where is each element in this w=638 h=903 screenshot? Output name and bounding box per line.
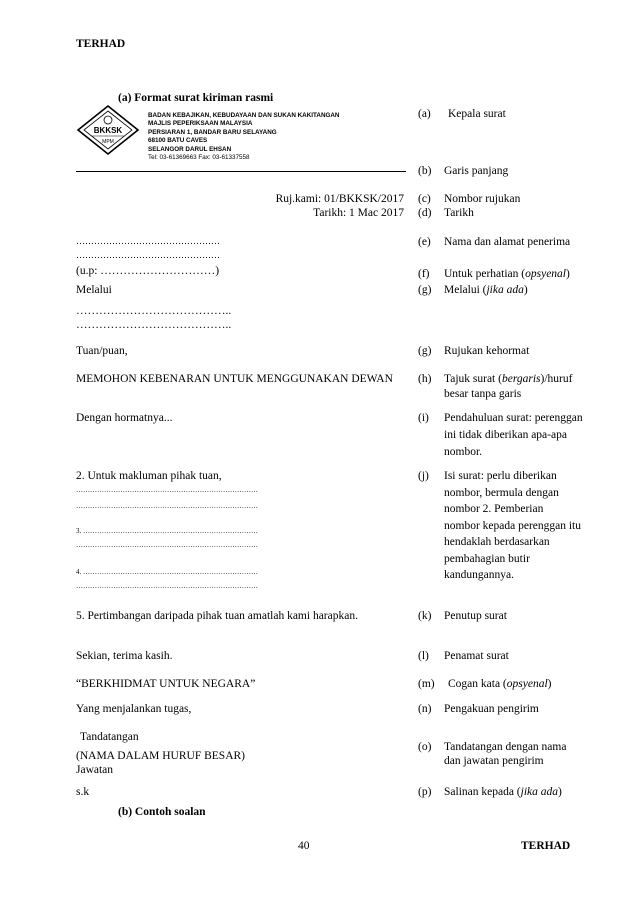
letterhead-line: 68100 BATU CAVES [148, 137, 208, 145]
letterhead-line: MAJLIS PEPERIKSAAN MALAYSIA [148, 120, 253, 128]
attention-line: (u.p: …………………………) [76, 265, 220, 277]
paragraph-3: 3. ………………………………………………………………… [76, 527, 258, 535]
footer-classification: TERHAD [521, 840, 571, 852]
paragraph-dots: …………………………………………………………………… [76, 486, 258, 494]
paragraph-5: 5. Pertimbangan daripada pihak tuan amatlah kami harapkan. [76, 610, 358, 622]
opening-line: Dengan hormatnya... [76, 412, 173, 424]
via-line: ………………………………….. [76, 305, 232, 317]
paragraph-dots: …………………………………………………………………… [76, 502, 258, 510]
closing-line: Sekian, terima kasih. [76, 650, 173, 662]
paragraph-dots: …………………………………………………………………… [76, 541, 258, 549]
via-line: ………………………………….. [76, 319, 232, 331]
letterhead-line: SELANGOR DARUL EHSAN [148, 145, 232, 153]
bkksk-logo [76, 104, 140, 156]
letterhead-rule [76, 171, 406, 172]
paragraph-2: 2. Untuk makluman pihak tuan, [76, 470, 222, 482]
signature-label: Tandatangan [80, 731, 139, 743]
recipient-address-line: ………………………………………… [76, 236, 220, 246]
via-label: Melalui [76, 284, 112, 296]
section-a-title: (a) Format surat kiriman rasmi [118, 92, 274, 104]
header-classification: TERHAD [76, 38, 126, 50]
logo-text-bottom: MPM [102, 139, 114, 145]
sender-name: (NAMA DALAM HURUF BESAR) [76, 750, 246, 762]
sender-position: Jawatan [76, 764, 114, 776]
paragraph-dots: …………………………………………………………………… [76, 582, 258, 590]
letterhead-line: PERSIARAN 1, BANDAR BARU SELAYANG [148, 128, 277, 136]
letterhead-line: BADAN KEBAJIKAN, KEBUDAYAAN DAN SUKAN KAKITANGAN [148, 112, 340, 119]
letter-subject: MEMOHON KEBENARAN UNTUK MENGGUNAKAN DEWAN [76, 373, 393, 385]
paragraph-4: 4. ………………………………………………………………… [76, 568, 258, 576]
recipient-address-line: ………………………………………… [76, 250, 220, 260]
reference-date: Tarikh: 1 Mac 2017 [313, 207, 404, 219]
letterhead-block [148, 112, 339, 162]
motto: “BERKHIDMAT UNTUK NEGARA” [76, 678, 256, 690]
logo-text-top: BKKSK [93, 126, 123, 135]
page-number: 40 [298, 840, 310, 852]
signoff: Yang menjalankan tugas, [76, 703, 192, 715]
salutation: Tuan/puan, [76, 345, 128, 357]
copy-to: s.k [76, 786, 90, 798]
section-b-title: (b) Contoh soalan [118, 806, 206, 818]
letterhead-tel: Tel: 03-61369663 Fax: 03-61337558 [148, 154, 250, 162]
reference-number: Ruj.kami: 01/BKKSK/2017 [275, 193, 404, 205]
